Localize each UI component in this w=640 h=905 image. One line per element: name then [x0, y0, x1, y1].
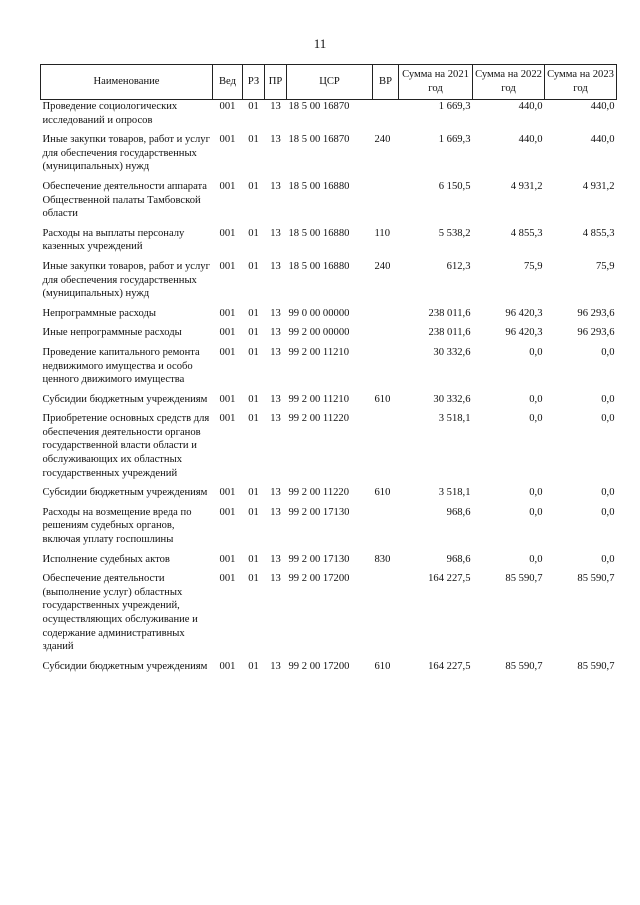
table-row	[41, 100, 617, 128]
row-sum-2021: 612,3	[446, 260, 471, 272]
table-row	[41, 346, 617, 387]
row-sum-2021: 30 332,6	[433, 393, 471, 405]
row-name: Иные непрограммные расходы	[42, 327, 182, 339]
row-name: Проведение социологических исследований и опросов	[42, 101, 178, 126]
row-vr	[373, 180, 399, 221]
table-body	[41, 100, 617, 674]
row-pr: 13	[270, 227, 281, 239]
row-ved: 001	[219, 180, 236, 192]
table-row	[41, 506, 617, 547]
row-csr: 18 5 00 16880	[288, 180, 350, 192]
row-sum-2022: 440,0	[518, 101, 543, 112]
row-vr: 240	[374, 134, 391, 146]
row-sum-2023: 0,0	[601, 393, 615, 405]
row-pr: 13	[270, 134, 281, 146]
row-pr: 13	[270, 660, 281, 672]
row-rz: 01	[248, 506, 259, 518]
row-sum-2022: 4 931,2	[510, 180, 543, 192]
row-sum-2022: 0,0	[529, 553, 543, 565]
row-csr: 99 2 00 11220	[288, 487, 350, 499]
row-sum-2023: 85 590,7	[577, 573, 615, 585]
row-sum-2021: 164 227,5	[428, 573, 471, 585]
table-row	[41, 572, 617, 654]
row-csr: 99 2 00 17130	[288, 553, 350, 565]
table-row	[41, 326, 617, 340]
row-sum-2022: 96 420,3	[505, 307, 543, 319]
row-name: Приобретение основных средств для обеспечения деятельности органов государственной власти области и обслуживающих их областных государственных учреждений	[42, 413, 210, 479]
row-csr: 99 2 00 17130	[288, 506, 350, 518]
row-vr: 610	[374, 393, 391, 405]
row-vr: 610	[374, 487, 391, 499]
row-sum-2021: 164 227,5	[428, 660, 471, 672]
row-pr: 13	[270, 101, 281, 112]
row-sum-2021: 30 332,6	[433, 346, 471, 358]
row-ved: 001	[219, 573, 236, 585]
row-sum-2023: 440,0	[590, 134, 615, 146]
row-rz: 01	[248, 327, 259, 339]
row-ved: 001	[219, 134, 236, 146]
row-csr: 99 2 00 17200	[288, 573, 350, 585]
budget-table	[40, 64, 617, 673]
header-sum-2021: Сумма на 2021 год	[399, 65, 473, 100]
row-ved: 001	[219, 506, 236, 518]
row-sum-2021: 968,6	[446, 553, 471, 565]
table-row	[41, 412, 617, 480]
table-row	[41, 553, 617, 567]
row-sum-2022: 85 590,7	[505, 660, 543, 672]
header-ved: Вед	[213, 65, 243, 100]
row-vr	[373, 346, 399, 387]
row-pr: 13	[270, 506, 281, 518]
row-name: Расходы на выплаты персоналу казенных учреждений	[42, 227, 185, 253]
row-csr: 18 5 00 16880	[288, 227, 350, 239]
row-sum-2021: 968,6	[446, 506, 471, 518]
row-sum-2021: 1 669,3	[438, 101, 471, 112]
row-vr: 110	[374, 227, 390, 239]
row-ved: 001	[219, 393, 236, 405]
header-csr: ЦСР	[287, 65, 373, 100]
row-rz: 01	[248, 134, 259, 146]
row-ved: 001	[219, 660, 236, 672]
row-ved: 001	[219, 101, 236, 112]
row-pr: 13	[270, 180, 281, 192]
row-ved: 001	[219, 327, 236, 339]
row-vr	[373, 307, 399, 321]
row-sum-2022: 0,0	[529, 506, 543, 518]
row-rz: 01	[248, 573, 259, 585]
row-csr: 99 2 00 17200	[288, 660, 350, 672]
row-ved: 001	[219, 487, 236, 499]
row-name: Иные закупки товаров, работ и услуг для обеспечения государственных (муниципальных) нужд	[42, 260, 210, 300]
row-sum-2023: 4 931,2	[582, 180, 615, 192]
row-sum-2023: 0,0	[601, 346, 615, 358]
row-sum-2021: 238 011,6	[428, 307, 471, 319]
row-sum-2022: 0,0	[529, 393, 543, 405]
row-vr: 240	[374, 260, 391, 272]
row-sum-2023: 0,0	[601, 506, 615, 518]
row-name: Субсидии бюджетным учреждениям	[42, 487, 208, 499]
row-name: Субсидии бюджетным учреждениям	[42, 660, 208, 672]
row-sum-2023: 0,0	[601, 553, 615, 565]
row-pr: 13	[270, 327, 281, 339]
row-ved: 001	[219, 553, 236, 565]
row-name: Проведение капитального ремонта недвижимого имущества и особо ценного движимого имущества	[42, 346, 200, 386]
row-rz: 01	[248, 101, 259, 112]
table-row	[41, 227, 617, 254]
page-number: 11	[313, 36, 327, 51]
table-row	[41, 486, 617, 500]
row-sum-2023: 75,9	[595, 260, 615, 272]
row-sum-2023: 85 590,7	[577, 660, 615, 672]
row-sum-2021: 3 518,1	[438, 413, 471, 425]
row-name: Субсидии бюджетным учреждениям	[42, 393, 208, 405]
row-ved: 001	[219, 413, 236, 425]
row-sum-2023: 4 855,3	[582, 227, 615, 239]
header-pr: ПР	[265, 65, 287, 100]
table-row	[41, 260, 617, 301]
row-ved: 001	[219, 346, 236, 358]
row-pr: 13	[270, 413, 281, 425]
row-rz: 01	[248, 553, 259, 565]
row-sum-2023: 0,0	[601, 487, 615, 499]
table-row	[41, 180, 617, 221]
row-vr	[373, 326, 399, 340]
row-pr: 13	[270, 393, 281, 405]
row-pr: 13	[270, 346, 281, 358]
row-csr: 99 2 00 11210	[288, 346, 350, 358]
header-sum-2022: Сумма на 2022 год	[473, 65, 545, 100]
header-vr: ВР	[373, 65, 399, 100]
row-sum-2022: 440,0	[518, 134, 543, 146]
row-sum-2022: 96 420,3	[505, 327, 543, 339]
row-name: Непрограммные расходы	[42, 307, 156, 319]
row-sum-2021: 1 669,3	[438, 134, 471, 146]
row-rz: 01	[248, 660, 259, 672]
row-rz: 01	[248, 180, 259, 192]
row-ved: 001	[219, 227, 236, 239]
row-csr: 99 0 00 00000	[288, 307, 350, 319]
row-ved: 001	[219, 307, 236, 319]
row-name: Расходы на возмещение вреда по решениям судебных органов, включая уплату госпошлины	[42, 506, 192, 546]
row-rz: 01	[248, 307, 259, 319]
row-vr: 830	[374, 553, 391, 565]
row-sum-2022: 75,9	[523, 260, 543, 272]
row-rz: 01	[248, 346, 259, 358]
row-sum-2021: 6 150,5	[438, 180, 471, 192]
row-rz: 01	[248, 260, 259, 272]
table-row	[41, 307, 617, 321]
row-sum-2022: 0,0	[529, 346, 543, 358]
header-sum-2023: Сумма на 2023 год	[545, 65, 617, 100]
row-rz: 01	[248, 413, 259, 425]
row-csr: 99 2 00 00000	[288, 327, 350, 339]
row-sum-2021: 238 011,6	[428, 327, 471, 339]
header-name: Наименование	[41, 65, 213, 100]
row-sum-2021: 5 538,2	[438, 227, 471, 239]
row-sum-2022: 85 590,7	[505, 573, 543, 585]
row-csr: 99 2 00 11220	[288, 413, 350, 425]
row-ved: 001	[219, 260, 236, 272]
row-name: Обеспечение деятельности аппарата Общественной палаты Тамбовской области	[42, 180, 207, 220]
row-csr: 99 2 00 11210	[288, 393, 350, 405]
row-sum-2023: 96 293,6	[577, 327, 615, 339]
row-sum-2023: 440,0	[590, 101, 615, 112]
table-row	[41, 133, 617, 174]
row-sum-2021: 3 518,1	[438, 487, 471, 499]
row-pr: 13	[270, 553, 281, 565]
row-pr: 13	[270, 487, 281, 499]
row-name: Обеспечение деятельности (выполнение услуг) областных государственных учреждений, осуществляющих обслуживание и содержание административных зданий	[42, 573, 198, 653]
row-csr: 18 5 00 16870	[288, 101, 350, 112]
row-sum-2022: 0,0	[529, 413, 543, 425]
row-vr: 610	[374, 660, 391, 672]
row-sum-2022: 4 855,3	[510, 227, 543, 239]
row-name: Иные закупки товаров, работ и услуг для обеспечения государственных (муниципальных) нужд	[42, 134, 210, 173]
row-pr: 13	[270, 307, 281, 319]
row-csr: 18 5 00 16880	[288, 260, 350, 272]
row-rz: 01	[248, 227, 259, 239]
table-row	[41, 393, 617, 407]
row-vr	[373, 100, 399, 128]
row-sum-2022: 0,0	[529, 487, 543, 499]
table-row	[41, 660, 617, 674]
row-rz: 01	[248, 487, 259, 499]
row-csr: 18 5 00 16870	[288, 134, 350, 146]
row-vr	[373, 572, 399, 654]
row-vr	[373, 412, 399, 480]
header-rz: РЗ	[243, 65, 265, 100]
row-sum-2023: 96 293,6	[577, 307, 615, 319]
row-rz: 01	[248, 393, 259, 405]
row-pr: 13	[270, 573, 281, 585]
row-vr	[373, 506, 399, 547]
row-name: Исполнение судебных актов	[42, 553, 170, 565]
row-pr: 13	[270, 260, 281, 272]
row-sum-2023: 0,0	[601, 413, 615, 425]
table-header-row	[41, 65, 617, 100]
